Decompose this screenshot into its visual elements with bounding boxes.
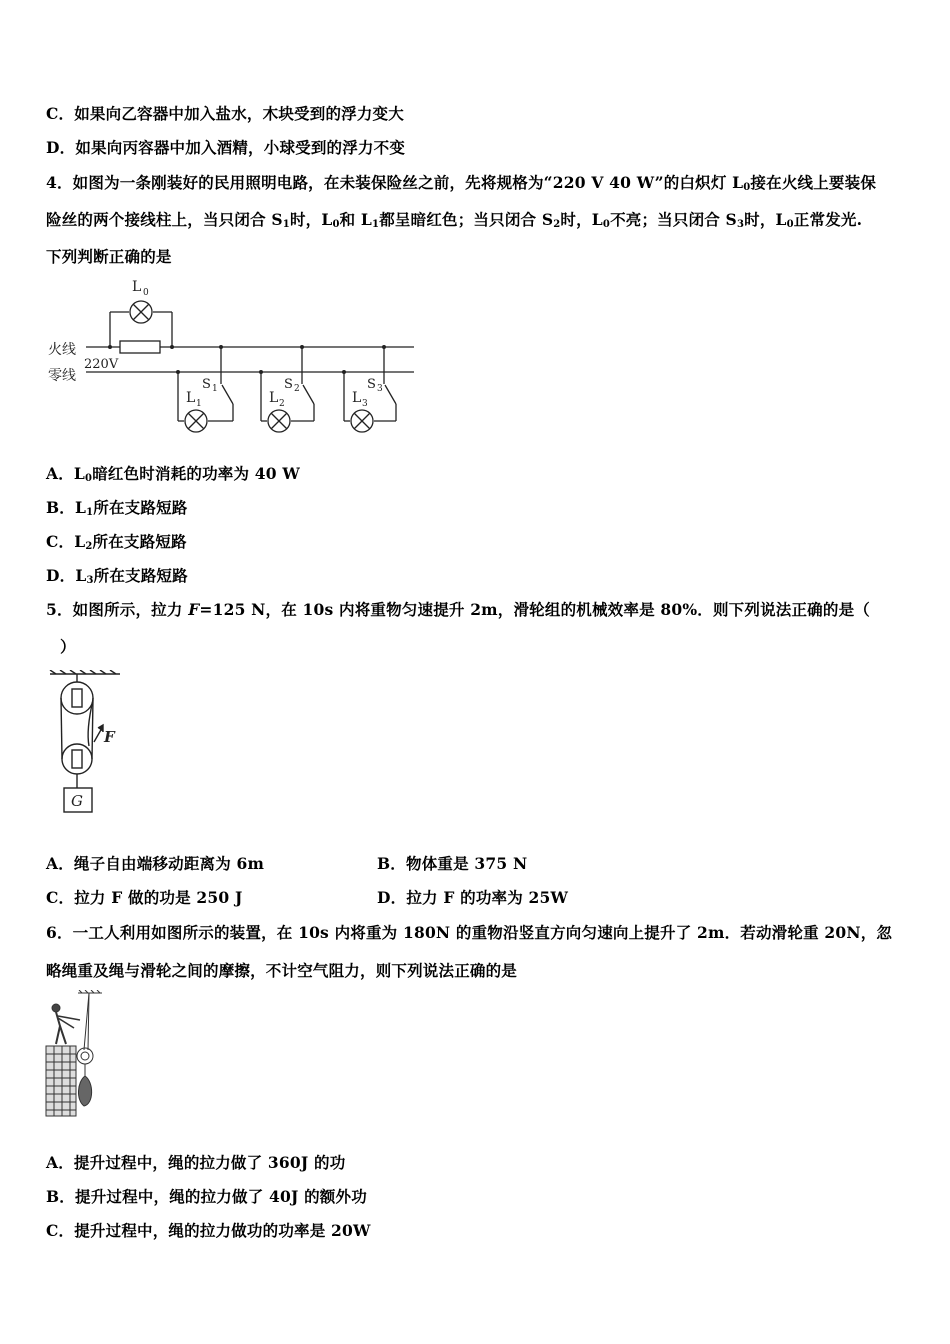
platform-icon — [46, 1046, 76, 1116]
label-S1: S — [202, 377, 211, 392]
q4-option-d: D．$L_3$所在支路短路 — [46, 566, 188, 586]
q4-circuit-figure — [46, 276, 418, 438]
q5-stem-line1: 5．如图所示，拉力 F=125 N，在 10s 内将重物匀速提升 2m，滑轮组的机械效率是 80%．则下列说法正确的是（ — [46, 600, 870, 619]
q4-option-a: A．$L_0$暗红色时消耗的功率为 40 W — [46, 464, 300, 484]
switch-S3-icon — [385, 385, 396, 404]
weight-bag-icon — [78, 1076, 91, 1106]
q6-stem-line1: 6．一工人利用如图所示的装置，在 10s 内将重为 180N 的重物沿竖直方向匀速向上提升了 2m．若动滑轮重 20N，忽 — [46, 923, 893, 942]
q5-option-d: D．拉力 F 的功率为 25W — [377, 888, 569, 907]
svg-text:0: 0 — [143, 288, 149, 298]
q4-stem-line1: 4．如图为一条刚装好的民用照明电路，在未装保险丝之前，先将规格为“220 V 40 W”的白炽灯 $L_0$接在火线上要装保 — [46, 173, 877, 193]
switch-S2-icon — [303, 385, 314, 404]
q5-pulley-figure — [46, 670, 126, 816]
svg-text:2: 2 — [294, 384, 300, 394]
q6-worker-figure — [44, 990, 106, 1118]
label-neutral-wire: 零线 — [48, 368, 76, 384]
q4-option-b: B．$L_1$所在支路短路 — [46, 498, 188, 518]
q5-option-a: A．绳子自由端移动距离为 6m — [46, 854, 265, 873]
fixed-pulley-icon — [61, 682, 93, 714]
pulley-icon — [77, 1048, 93, 1064]
q4-stem-line2: 险丝的两个接线柱上，当只闭合 $S_1$时，$L_0$和 $L_1$都呈暗红色；当只闭合 $S_2$时，$L_0$不亮；当只闭合 $S_3$时，$L_0$正常发光. — [46, 210, 863, 230]
label-F: F — [104, 728, 115, 746]
movable-pulley-icon — [62, 744, 92, 774]
label-voltage: 220V — [84, 357, 119, 372]
label-S3: S — [367, 377, 376, 392]
label-G: G — [71, 792, 83, 810]
label-L0: L — [132, 279, 142, 295]
label-live-wire: 火线 — [48, 342, 76, 358]
q4-stem-line3: 下列判断正确的是 — [46, 247, 172, 266]
label-L1: L — [186, 390, 196, 406]
q5-option-c: C．拉力 F 做的功是 250 J — [46, 888, 243, 907]
label-S2: S — [284, 377, 293, 392]
label-L2: L — [269, 390, 279, 406]
q6-option-c: C．提升过程中，绳的拉力做功的功率是 20W — [46, 1221, 371, 1240]
q4-option-c: C．$L_2$所在支路短路 — [46, 532, 187, 552]
q6-option-b: B．提升过程中，绳的拉力做了 40J 的额外功 — [46, 1187, 367, 1206]
svg-text:2: 2 — [279, 399, 285, 409]
q6-option-a: A．提升过程中，绳的拉力做了 360J 的功 — [46, 1153, 346, 1172]
switch-S1-icon — [222, 385, 233, 404]
svg-text:3: 3 — [377, 384, 383, 394]
q5-stem-line2: ） — [60, 637, 76, 656]
worker-head-icon — [52, 1004, 60, 1012]
svg-text:1: 1 — [196, 399, 202, 409]
fuse-socket-icon — [120, 341, 160, 353]
q3-option-c: C．如果向乙容器中加入盐水，木块受到的浮力变大 — [46, 104, 404, 123]
svg-text:1: 1 — [212, 384, 218, 394]
q6-stem-line2: 略绳重及绳与滑轮之间的摩擦，不计空气阻力，则下列说法正确的是 — [46, 961, 518, 980]
q3-option-d: D．如果向丙容器中加入酒精，小球受到的浮力不变 — [46, 138, 406, 157]
svg-text:3: 3 — [362, 399, 368, 409]
label-L3: L — [352, 390, 362, 406]
q5-option-b: B．物体重是 375 N — [377, 854, 528, 873]
